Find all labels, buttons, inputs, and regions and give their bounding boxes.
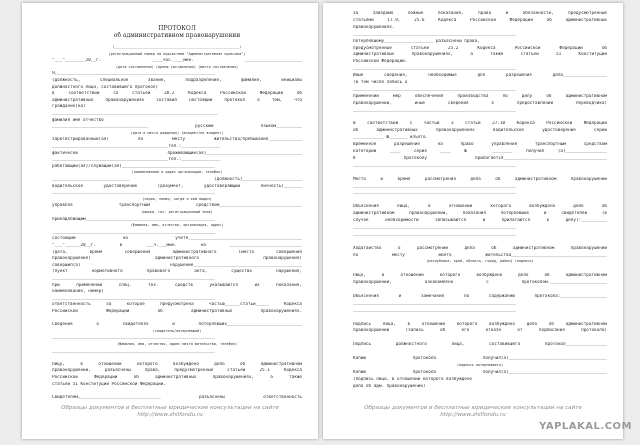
form-line: наименование, номер) xyxy=(52,289,104,295)
footer-line-2: http://www.zhilfondu.ru xyxy=(440,412,506,418)
form-line: правонарушении, иные сведения о предоставлении переводчика) xyxy=(353,100,607,106)
form-line: принадлежащим__________________________________________________ xyxy=(52,216,215,222)
form-line: правонарушении (запись об его отказе от подписания протокола) xyxy=(353,328,607,334)
form-line: применении мер обеспечения производства по делу об административном xyxy=(353,93,607,99)
form-line: _______________________________________________________________ xyxy=(52,335,215,341)
form-line: правонарушениях. xyxy=(353,24,395,30)
form-line: (в том числе запись о xyxy=(353,80,408,85)
form-line: категории ____ серия ____ № ________ получил (а)________________ xyxy=(353,149,607,154)
form-line: работающий(ая)/служащий(ая)____________________________________ xyxy=(52,163,215,169)
form-line: Свидетелям,_______________________________ разъяснены ответственность xyxy=(52,394,302,400)
form-line: Временное разрешение на право управления транспортным средством xyxy=(353,142,607,148)
form-line: об административных правонарушениях водительское удостоверение серии xyxy=(353,128,607,134)
form-line: Российской Федерации. xyxy=(353,59,408,65)
form-line: ответственность за которое предусмотрена частью______статьи_____ Кодекса xyxy=(52,302,302,308)
form-line: (фамилия, имя, отчество, организация, адрес) xyxy=(130,223,224,228)
form-line: (дата составления) (время составления) (место составления) xyxy=(115,64,239,69)
form-line: Лицу, в отношении которого возбуждено дело об административном xyxy=(52,361,302,367)
form-line: правонарушении, разъяснены права, предусмотренные статьей 25.1 Кодекса xyxy=(52,368,302,374)
form-line: Потерпевшему___________________ разъяснены права, xyxy=(353,38,480,44)
form-line: по месту моего жительства_____________________________________ xyxy=(353,252,607,258)
form-line: (серия, номер, когда и кем выдан) xyxy=(142,196,212,201)
form-line: управляя транспортным средством________________________________ xyxy=(52,203,302,209)
form-line: административных правонарушениях составил настоящий протокол о том, что xyxy=(52,97,302,103)
form-line: Российской Федерации об административных правонарушениях, а также xyxy=(52,375,302,380)
form-line: (должность, специальное звание, подразделение, фамилия, инициалы xyxy=(52,78,302,83)
form-line: _______________________________________________________________ xyxy=(353,162,516,168)
form-line: случае необходимости записываются и прилагаются к делу):__________ xyxy=(353,218,607,223)
form-line: _______________________________________________________________ xyxy=(52,348,215,354)
document-subtitle: об административном правонарушении xyxy=(113,32,241,39)
form-line: _______________________________________________________________ xyxy=(52,295,215,301)
form-line: Объяснения и замечания по содержанию протокола:__________________ xyxy=(353,293,607,299)
form-line: за заведомо ложные показания, права и обязанности, предусмотренные xyxy=(353,11,607,16)
form-line: статьей 51 Конституции Российской Федерации. xyxy=(52,381,166,387)
form-line: _______________________________________________________________ xyxy=(52,190,215,196)
form-line: (подпись лица, в отношении которого возбуждено xyxy=(353,376,472,382)
form-line: Сведения о свидетелях и потерпевших_____________________________ xyxy=(52,322,302,328)
form-line: Я,_____________________________________________________________ xyxy=(52,71,215,77)
form-line: (марка, гос. регистрационный знак) xyxy=(141,210,213,214)
form-line: Объяснения лица, в отношении которого возбуждено дело об xyxy=(353,204,607,210)
form-line: _______________________________________________________________ xyxy=(353,107,516,113)
form-line: ______________________________ (должность)_______________________ xyxy=(52,177,302,182)
form-line: фактически проживающий(ая)_____________________________________ xyxy=(52,150,302,156)
page-2-content xyxy=(353,11,607,439)
form-line: _______________________________________________________________ xyxy=(353,183,516,189)
form-line: (регистрационный номер по подсистеме "Административная практика") xyxy=(108,51,246,56)
form-line: _______________________________________________________________ xyxy=(353,231,516,237)
protocol-page-2 xyxy=(323,3,623,439)
form-line: _______________________________________________________________ xyxy=(353,31,516,37)
form-line: (___________________________________________________________) xyxy=(112,45,242,49)
form-line: (дата и место рождения) (владеет/не владеет) xyxy=(130,130,224,135)
form-line: "___"________20__г. ____час.____мин. ______________________ xyxy=(52,58,302,64)
form-line: _____________________________________________тел.:_______________ xyxy=(52,144,221,149)
form-line: (свидетель/потерпевший) xyxy=(152,328,202,333)
footer-line-1: Образцы документов и бесплатные юридические консультации на сайте xyxy=(61,405,279,411)
form-line: при применении спец. тех. средств указываются их показания, xyxy=(52,282,302,288)
document-title: ПРОТОКОЛ xyxy=(158,25,196,32)
form-line: _____________________________________________тел.:_______________ xyxy=(52,157,221,163)
form-line: административном правонарушении, показания потерпевших и свидетелей (в xyxy=(353,211,607,217)
footer-line-1: Образцы документов и бесплатные юридические консультации на сайте xyxy=(364,405,582,411)
form-line: должностного лица, составившего протокол) xyxy=(52,84,159,90)
site-watermark: YAPLAKAL.COM xyxy=(539,421,632,432)
form-line: ________________________________________________________________ xyxy=(52,111,218,116)
form-line: ____________ №_______ изъято. xyxy=(353,135,429,141)
form-line: _______________________________________________________________ xyxy=(353,190,516,196)
form-line: предусмотренные статьей 25.2 Кодекса Российской Федерации об xyxy=(353,45,607,51)
form-line: Ходатайство о рассмотрении дела об административном правонарушении xyxy=(353,245,607,251)
form-line: административных правонарушениях, а также статьей 51 Конституции xyxy=(353,52,607,58)
form-line: Место и время рассмотрения дела об административном правонарушении xyxy=(353,176,607,182)
form-line: _____________________________________ русским языком__________ xyxy=(52,124,302,130)
form-line: (дата, время совершения административного (место совершения xyxy=(52,249,302,255)
form-line: К протоколу прилагается________________________________________ xyxy=(353,155,607,161)
form-line: _______________________________________________________________ xyxy=(353,86,516,92)
form-line: гражданин(ка) xyxy=(52,104,86,110)
form-line: состоящим на учете____________________________________________ xyxy=(52,236,302,242)
form-line: (наименование и адрес организации, телефон) xyxy=(131,170,223,175)
form-line: Подпись должностного лица, составившего протокол________________ xyxy=(353,342,607,348)
footer-line-2: http://www.zhilfondu.ru xyxy=(137,412,203,418)
form-line: _______________________________________________________________ xyxy=(353,224,516,230)
form-line: (фамилия, имя, отчество, адрес места жительства, телефон) xyxy=(116,342,238,346)
form-line: (пункт нормативного правового акта, существо нарушения, xyxy=(52,269,302,275)
form-line: (республика, край, область, город, район) (подпись) xyxy=(426,259,534,264)
form-line: правонарушения) административного правонарушения) xyxy=(52,256,302,262)
form-line: правонарушении, ознакомлено с протоколом.______________________ xyxy=(353,280,607,286)
form-line: _______________________________________________________________ xyxy=(353,300,516,306)
form-line: Российской Федерации об административных правонарушениях. xyxy=(52,309,302,314)
form-line: Лицо, в отношении которого возбуждено дело об административном xyxy=(353,273,607,279)
form-line: _______________________________________________________________ xyxy=(52,229,215,235)
form-line: Подпись лица, в отношении которого возбуждено дело об административном xyxy=(353,321,607,327)
form-line: (подпись потерпевшего) xyxy=(456,362,504,367)
form-line: в соответствии со статьей 28.2 Кодекса Российской Федерации об xyxy=(52,91,302,97)
form-line: Иные сведения, необходимые для разрешения дела_________________ xyxy=(353,73,607,79)
form-line: "___"______20__г. в ___ч.___мин. на ____________________________ xyxy=(52,243,302,248)
form-line: Копию протокола получил(а)______________________________________ xyxy=(353,356,607,361)
form-line: В соответствии с частью 3 статьи 27.10 Кодекса Российской Федерации xyxy=(353,121,607,127)
page-1-content xyxy=(52,25,302,439)
form-line: _______________________________________________________________ xyxy=(353,66,516,72)
form-line: совершил(а) нарушение__________________________________________ xyxy=(52,262,302,268)
form-line: Копию протокола получил(а)______________________________________ xyxy=(353,369,607,375)
form-line: _______________________________________________________________ xyxy=(353,307,516,313)
form-line: _______________________________________________________________ xyxy=(52,276,215,281)
form-line: водительское удостоверение (документ, удостоверяющий личность)_______ xyxy=(52,183,302,189)
form-line: дело об адм. правонарушении) xyxy=(353,383,426,389)
form-line: статьями 17.9, 25.6 Кодекса Российской Федерации об административных xyxy=(353,17,607,23)
protocol-page-1 xyxy=(22,3,318,439)
form-line: фамилия имя отчество xyxy=(52,117,104,123)
form-line: зарегистрированный(ая) по месту жительства/пребывания_____________ xyxy=(52,137,302,143)
